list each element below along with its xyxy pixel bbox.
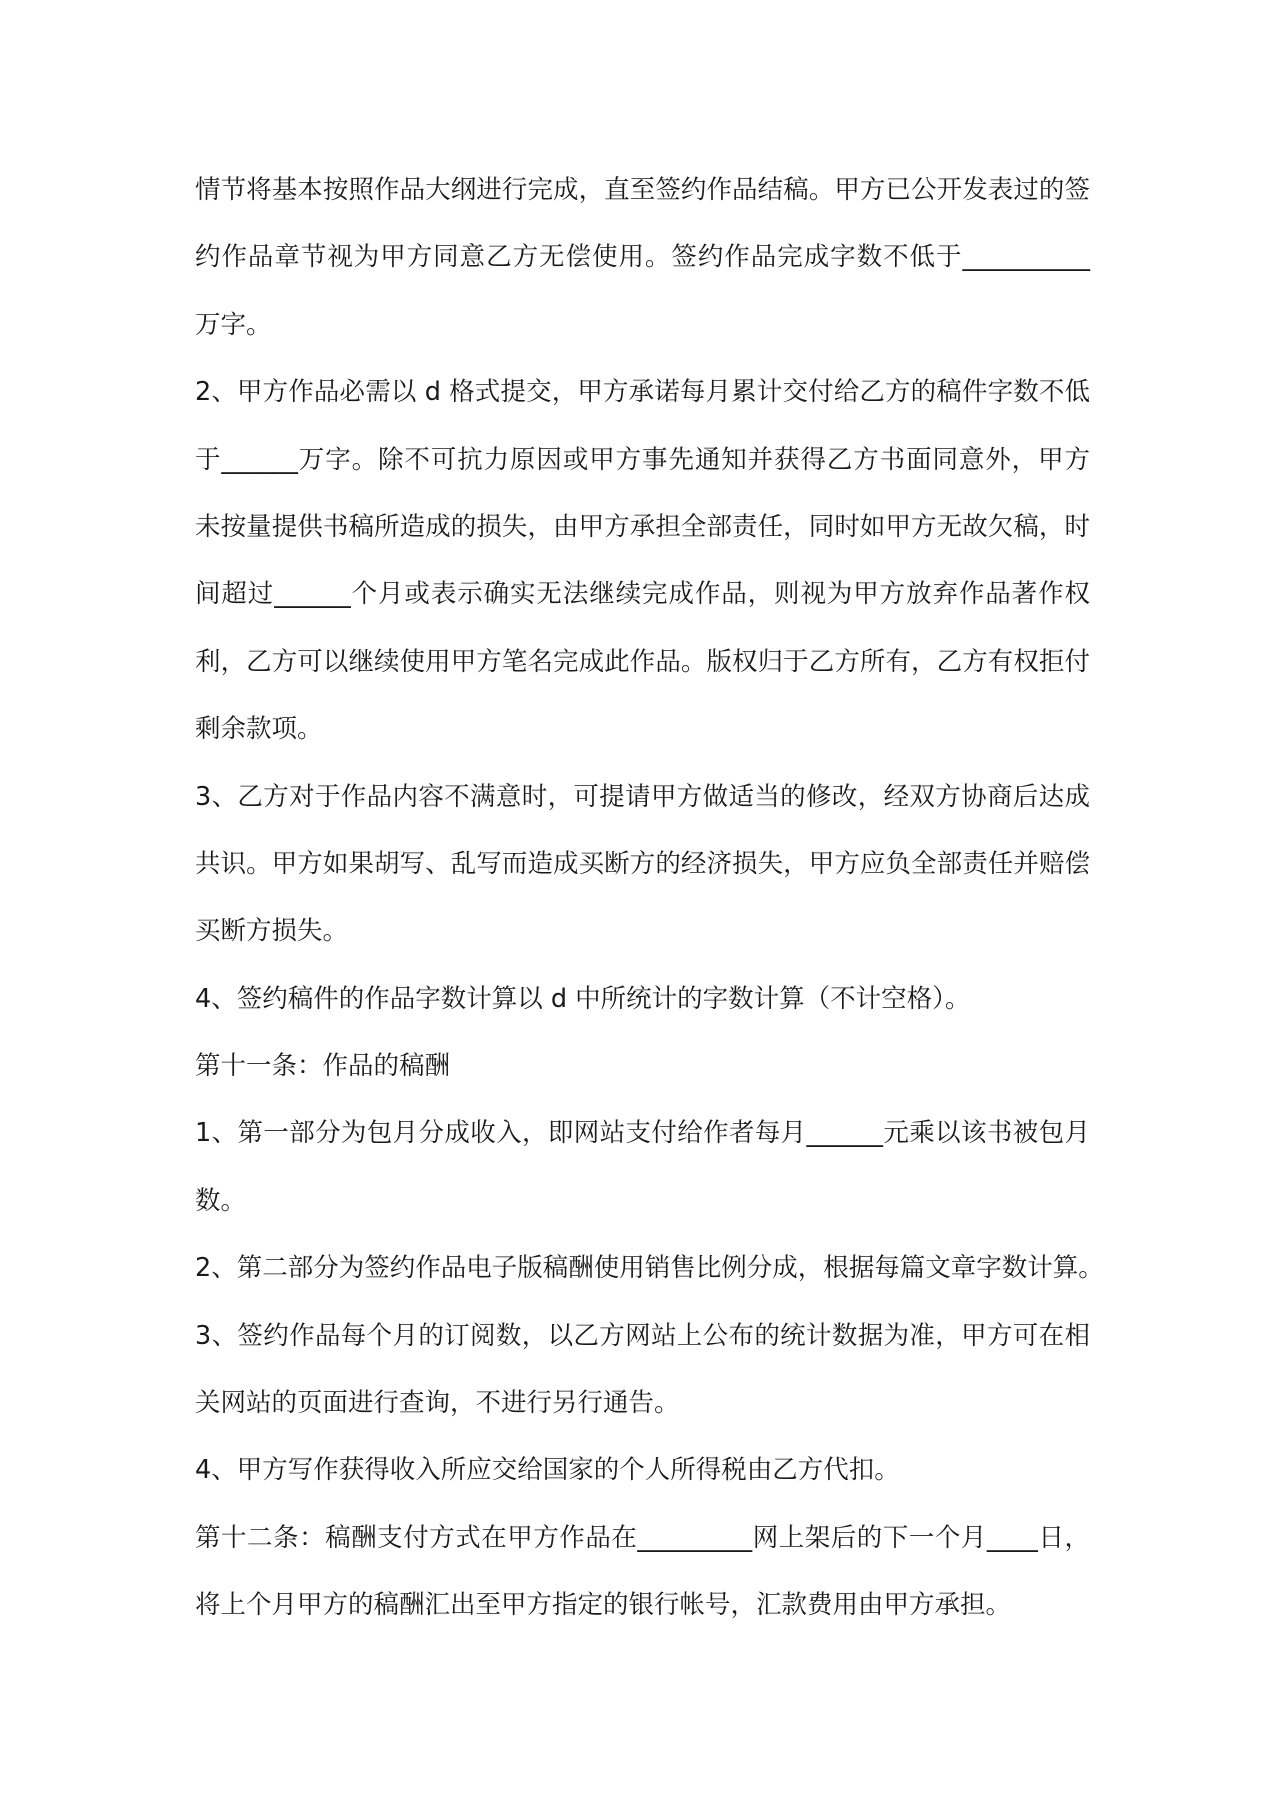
text-line: 约作品章节视为甲方同意乙方无偿使用。签约作品完成字数不低于__________: [195, 242, 1090, 273]
text-line: 于______万字。除不可抗力原因或甲方事先通知并获得乙方书面同意外，甲方: [195, 444, 1090, 475]
text-line: 利，乙方可以继续使用甲方笔名完成此作品。版权归于乙方所有，乙方有权拒付: [195, 646, 1090, 677]
text-line: 3、乙方对于作品内容不满意时，可提请甲方做适当的修改，经双方协商后达成: [195, 781, 1090, 812]
text-line: 第十一条：作品的稿酬: [195, 1051, 451, 1082]
text-line: 3、签约作品每个月的订阅数，以乙方网站上公布的统计数据为准，甲方可在相: [195, 1320, 1090, 1351]
text-line: 万字。: [195, 309, 272, 340]
paragraph: [195, 1235, 1104, 1302]
text-line: 2、第二部分为签约作品电子版稿酬使用销售比例分成，根据每篇文章字数计算。: [195, 1253, 1104, 1284]
paragraph: [195, 1100, 1090, 1235]
text-line: 买断方损失。: [195, 916, 349, 947]
paragraph: [195, 1505, 1090, 1640]
text-line: 将上个月甲方的稿酬汇出至甲方指定的银行帐号，汇款费用由甲方承担。: [195, 1590, 1012, 1621]
text-line: 4、签约稿件的作品字数计算以 d 中所统计的字数计算（不计空格）。: [195, 983, 971, 1014]
paragraph: [195, 359, 1090, 763]
text-line: 第十二条：稿酬支付方式在甲方作品在_________网上架后的下一个月____日，: [195, 1522, 1090, 1553]
paragraph: [195, 1303, 1090, 1438]
text-line: 关网站的页面进行查询，不进行另行通告。: [195, 1388, 680, 1419]
text-line: 情节将基本按照作品大纲进行完成，直至签约作品结稿。甲方已公开发表过的签: [195, 175, 1090, 205]
text-line: 间超过______个月或表示确实无法继续完成作品，则视为甲方放弃作品著作权: [195, 579, 1090, 610]
text-line: 共识。甲方如果胡写、乱写而造成买断方的经济损失，甲方应负全部责任并赔偿: [195, 848, 1090, 879]
text-line: 2、甲方作品必需以 d 格式提交，甲方承诺每月累计交付给乙方的稿件字数不低: [195, 377, 1090, 408]
paragraph: [195, 966, 1090, 1033]
text-line: 1、第一部分为包月分成收入，即网站支付给作者每月______元乘以该书被包月: [195, 1118, 1090, 1149]
paragraph: [195, 764, 1090, 966]
paragraph: [195, 1033, 1090, 1100]
text-line: 未按量提供书稿所造成的损失，由甲方承担全部责任，同时如甲方无故欠稿，时: [195, 511, 1090, 542]
text-line: 剩余款项。: [195, 714, 323, 745]
text-line: 4、甲方写作获得收入所应交给国家的个人所得税由乙方代扣。: [195, 1455, 900, 1486]
document-body: [195, 157, 1104, 1640]
paragraph: [195, 157, 1090, 359]
text-line: 数。: [195, 1185, 247, 1216]
paragraph: [195, 1437, 1090, 1504]
